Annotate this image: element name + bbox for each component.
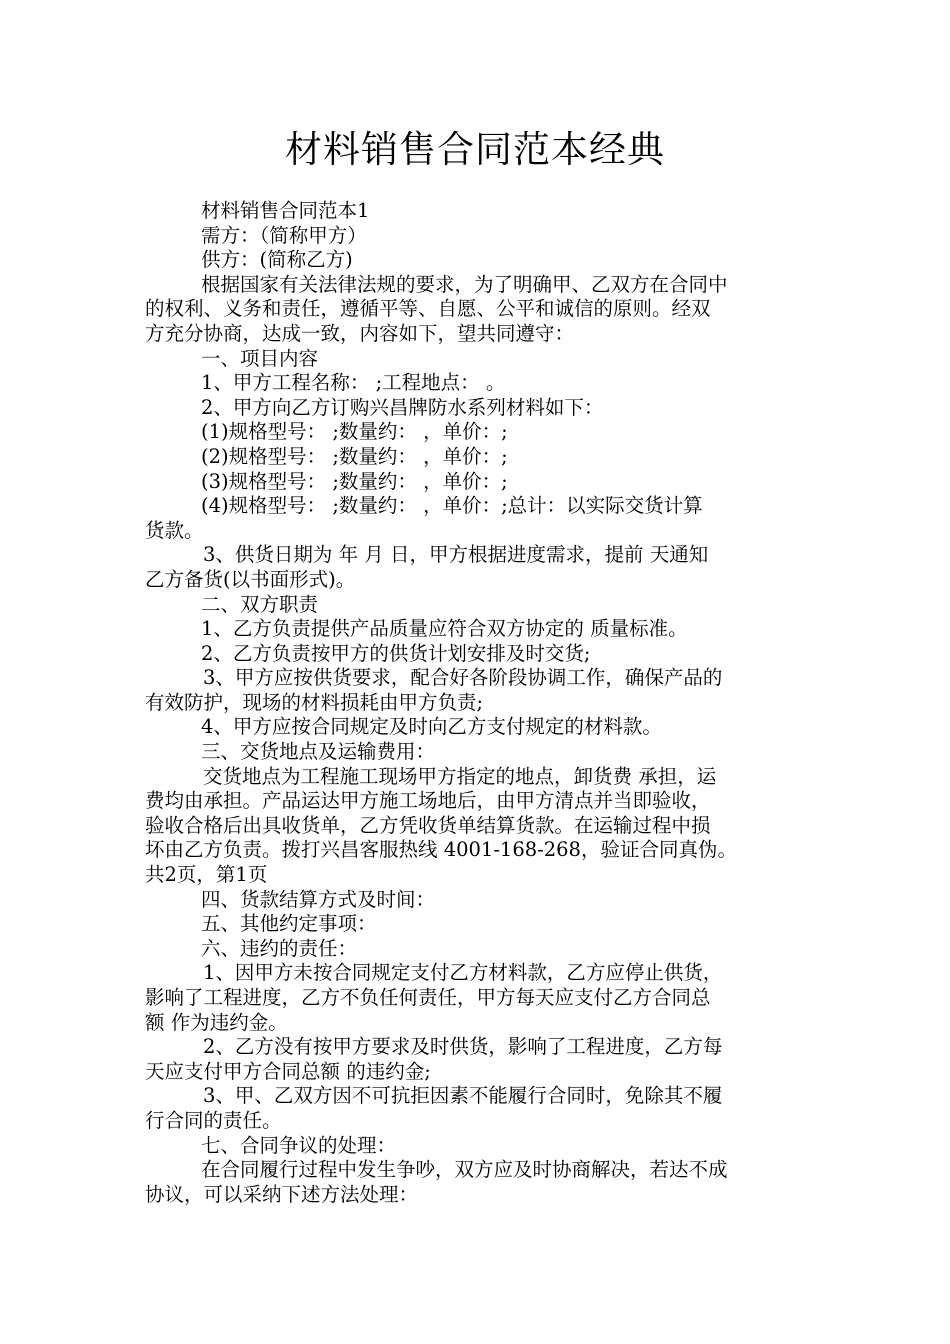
clause-line: 1、甲方工程名称： ;工程地点： 。 [201, 371, 506, 395]
preamble-line: 方充分协商，达成一致，内容如下，望共同遵守： [145, 321, 575, 345]
clause-line: 3、甲方应按供货要求，配合好各阶段协调工作，确保产品的 [203, 666, 723, 690]
contract-subtitle: 材料销售合同范本1 [201, 199, 370, 222]
clause-line: 坏由乙方负责。拨打兴昌客服热线 4001-168-268，验证合同真伪。 [145, 838, 737, 862]
clause-line: 天应支付甲方合同总额 的违约金; [145, 1059, 431, 1083]
section-heading: 一、项目内容 [201, 346, 319, 370]
spec-line: (3)规格型号： ;数量约： ，单价：; [201, 469, 508, 493]
clause-line: 1、乙方负责提供产品质量应符合双方协定的 质量标准。 [201, 617, 688, 641]
clause-line: 2、甲方向乙方订购兴昌牌防水系列材料如下： [201, 395, 604, 419]
clause-line: 1、因甲方未按合同规定支付乙方材料款，乙方应停止供货， [203, 961, 723, 985]
section-heading: 四、货款结算方式及时间： [201, 887, 436, 911]
clause-line: 2、乙方没有按甲方要求及时供货，影响了工程进度，乙方每 [203, 1035, 723, 1059]
clause-line: 有效防护，现场的材料损耗由甲方负责; [145, 690, 484, 714]
clause-line: 验收合格后出具收货单，乙方凭收货单结算货款。在运输过程中损 [145, 813, 711, 837]
clause-line: 3、供货日期为 年 月 日，甲方根据进度需求，提前 天通知 [203, 543, 709, 567]
clause-line: 3、甲、乙双方因不可抗拒因素不能履行合同时，免除其不履 [203, 1084, 723, 1108]
spec-line: (2)规格型号： ;数量约： ，单价：; [201, 444, 508, 468]
clause-line: 额 作为违约金。 [145, 1010, 288, 1034]
section-heading: 七、合同争议的处理： [201, 1133, 397, 1157]
clause-line: 2、乙方负责按甲方的供货计划安排及时交货; [201, 641, 591, 665]
spec-line: 货款。 [145, 518, 204, 542]
clause-line: 费均由承担。产品运达甲方施工场地后，由甲方清点并当即验收， [145, 789, 711, 813]
page-counter: 共2页，第1页 [145, 863, 268, 887]
document-title: 材料销售合同范本经典 [285, 128, 665, 171]
clause-line: 行合同的责任。 [145, 1108, 282, 1132]
spec-line: (1)规格型号： ;数量约： ，单价：; [201, 420, 508, 444]
party-a-line: 需方：（简称甲方） [201, 223, 367, 247]
preamble-line: 根据国家有关法律法规的要求，为了明确甲、乙双方在合同中 [201, 272, 728, 296]
section-heading: 六、违约的责任： [201, 936, 358, 960]
section-heading: 五、其他约定事项： [201, 912, 377, 936]
clause-line: 乙方备货(以书面形式)。 [145, 567, 356, 591]
party-b-line: 供方：(简称乙方) [201, 248, 353, 272]
clause-line: 影响了工程进度，乙方不负任何责任，甲方每天应支付乙方合同总 [145, 986, 711, 1009]
section-heading: 三、交货地点及运输费用： [201, 740, 436, 764]
document-body [145, 199, 807, 1207]
clause-line: 在合同履行过程中发生争吵，双方应及时协商解决，若达不成 [201, 1158, 728, 1182]
spec-line: (4)规格型号： ;数量约： ，单价：;总计：以实际交货计算 [201, 494, 703, 518]
clause-line: 4、甲方应按合同规定及时向乙方支付规定的材料款。 [201, 715, 662, 739]
section-heading: 二、双方职责 [201, 592, 319, 616]
clause-line: 协议，可以采纳下述方法处理： [145, 1182, 419, 1206]
clause-line: 交货地点为工程施工现场甲方指定的地点，卸货费 承担，运 [203, 764, 717, 788]
preamble-line: 的权利、义务和责任，遵循平等、自愿、公平和诚信的原则。经双 [145, 297, 711, 321]
